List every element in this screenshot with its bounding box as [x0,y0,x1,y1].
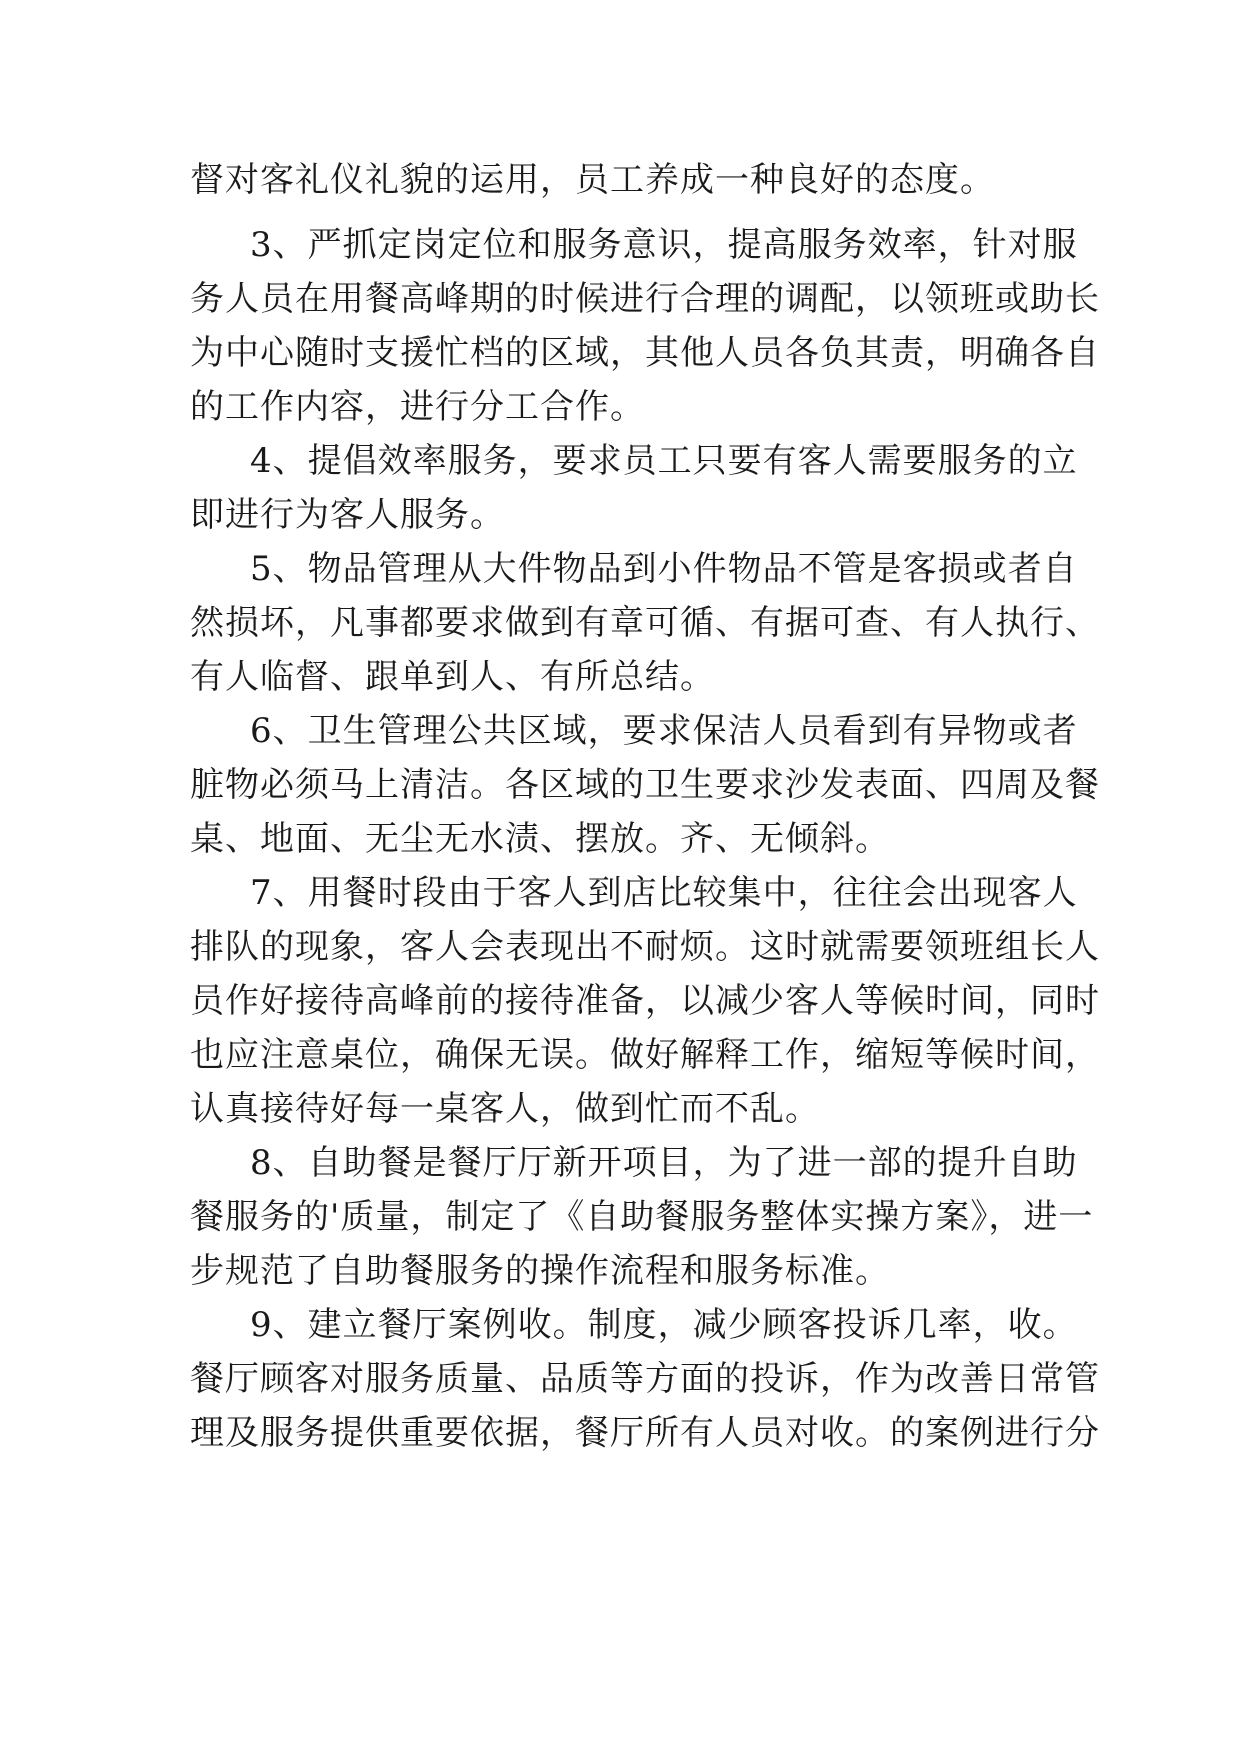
text-line: 步规范了自助餐服务的操作流程和服务标准。 [190,1251,890,1291]
text-line-paragraph-6: 6、卫生管理公共区域，要求保洁人员看到有异物或者 [250,711,1078,751]
text-line: 务人员在用餐高峰期的时候进行合理的调配，以领班或助长 [190,279,1100,319]
text-line-paragraph-7: 7、用餐时段由于客人到店比较集中，往往会出现客人 [250,873,1078,913]
text-line-paragraph-5: 5、物品管理从大件物品到小件物品不管是客损或者自 [250,549,1078,589]
text-line: 排队的现象，客人会表现出不耐烦。这时就需要领班组长人 [190,927,1100,967]
text-line: 认真接待好每一桌客人，做到忙而不乱。 [190,1089,820,1129]
text-line: 也应注意桌位，确保无误。做好解释工作，缩短等候时间， [190,1035,1100,1075]
text-line: 即进行为客人服务。 [190,495,505,535]
text-line: 的工作内容，进行分工合作。 [190,387,645,427]
text-line-paragraph-4: 4、提倡效率服务，要求员工只要有客人需要服务的立 [250,441,1078,481]
text-line: 脏物必须马上清洁。各区域的卫生要求沙发表面、四周及餐 [190,765,1100,805]
text-line: 理及服务提供重要依据，餐厅所有人员对收。的案例进行分 [190,1413,1100,1453]
text-line-paragraph-3: 3、严抓定岗定位和服务意识，提高服务效率，针对服 [250,225,1078,265]
text-line: 有人临督、跟单到人、有所总结。 [190,657,715,697]
text-line: 桌、地面、无尘无水渍、摆放。齐、无倾斜。 [190,819,890,859]
text-line-paragraph-9: 9、建立餐厅案例收。制度，减少顾客投诉几率，收。 [250,1305,1078,1345]
text-line: 为中心随时支援忙档的区域，其他人员各负其责，明确各自 [190,333,1100,373]
text-line: 员作好接待高峰前的接待准备，以减少客人等候时间，同时 [190,981,1100,1021]
text-line: 督对客礼仪礼貌的运用，员工养成一种良好的态度。 [190,160,995,200]
text-line: 餐厅顾客对服务质量、品质等方面的投诉，作为改善日常管 [190,1359,1100,1399]
text-line: 餐服务的'质量，制定了《自助餐服务整体实操方案》，进一 [190,1197,1094,1237]
text-line-paragraph-8: 8、自助餐是餐厅厅新开项目，为了进一部的提升自助 [250,1143,1078,1183]
text-line: 然损坏，凡事都要求做到有章可循、有据可查、有人执行、 [190,603,1100,643]
